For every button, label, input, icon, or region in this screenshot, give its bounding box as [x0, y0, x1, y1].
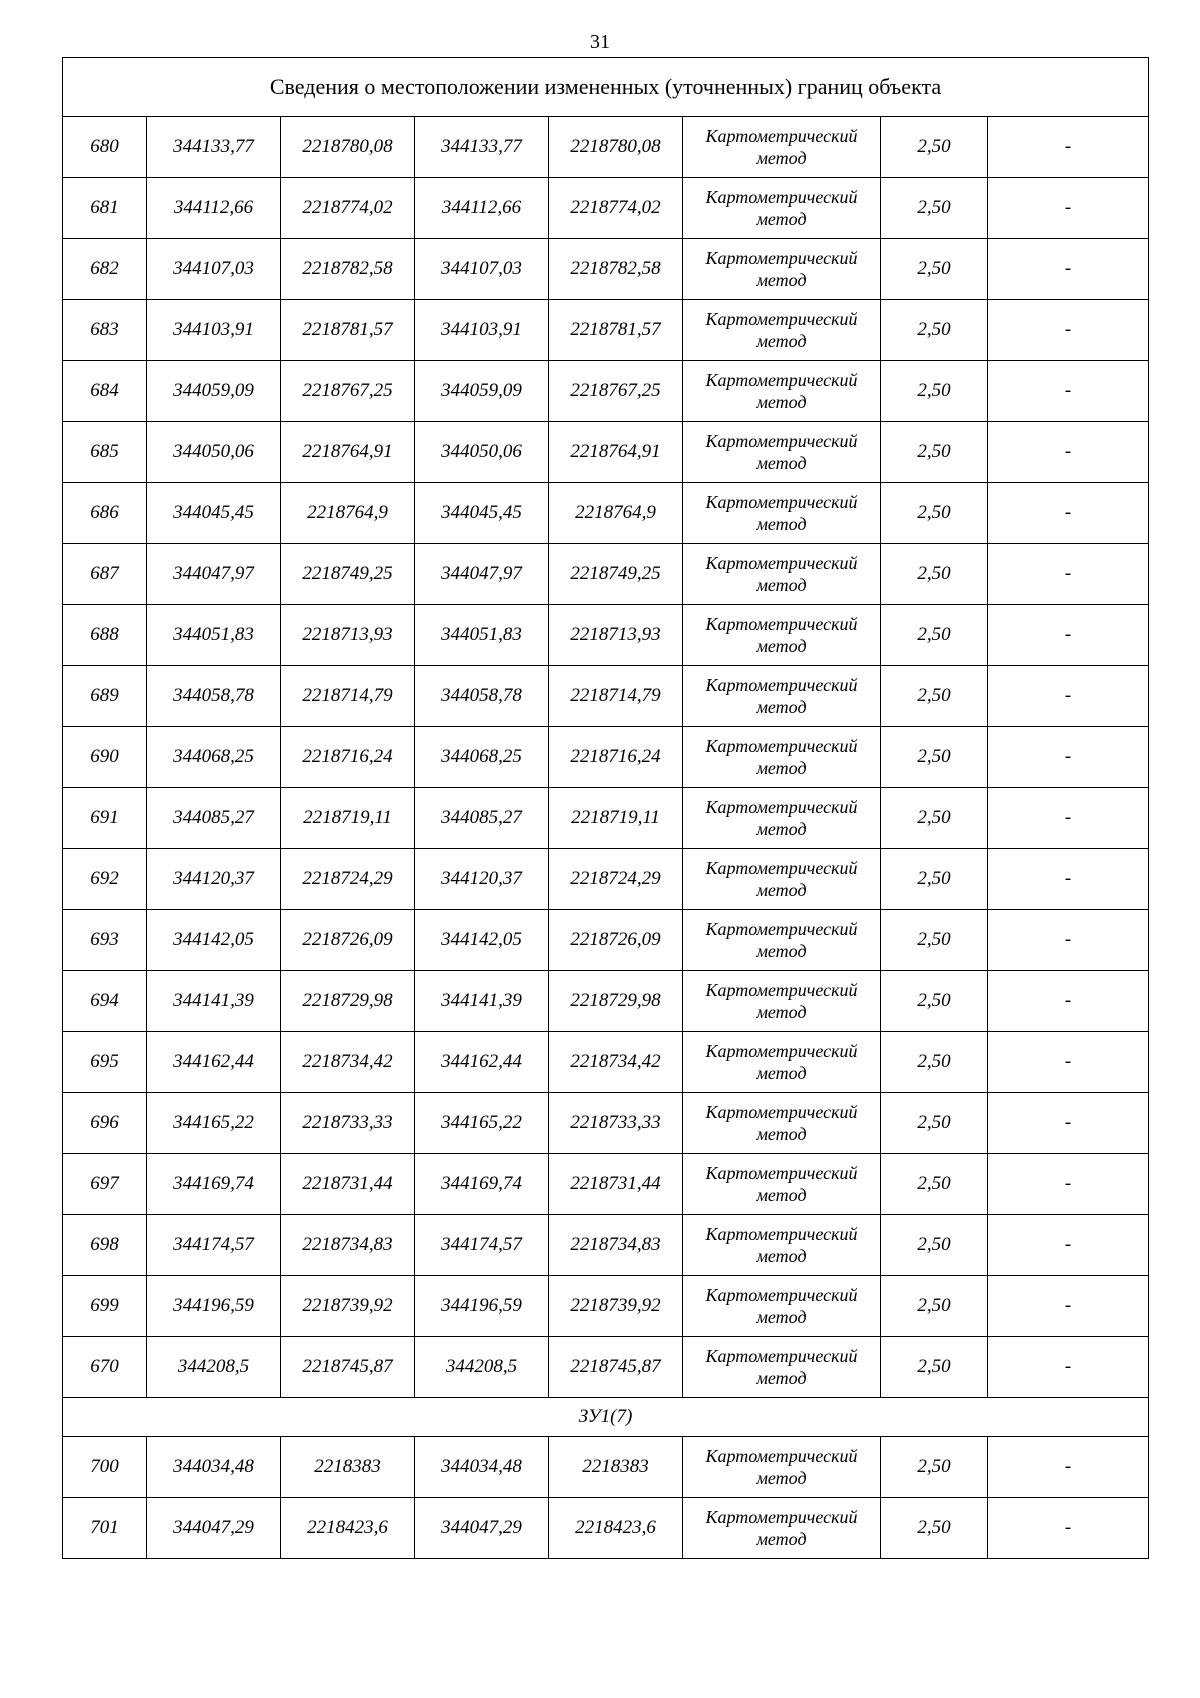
- point-number-cell: 698: [63, 1215, 147, 1276]
- point-number-cell: 685: [63, 422, 147, 483]
- refined-x-cell: 344174,57: [415, 1215, 549, 1276]
- method-label-line1: Картометрический: [705, 1285, 858, 1305]
- refined-y-cell: 2218734,42: [549, 1032, 683, 1093]
- existing-x-cell: 344142,05: [147, 910, 281, 971]
- method-label-line1: Картометрический: [705, 553, 858, 573]
- table-row: [63, 1498, 1149, 1559]
- refined-x-cell: 344051,83: [415, 605, 549, 666]
- accuracy-cell: 2,50: [881, 1093, 988, 1154]
- accuracy-cell: 2,50: [881, 178, 988, 239]
- method-label-line1: Картометрический: [705, 1224, 858, 1244]
- existing-y-cell: 2218764,91: [281, 422, 415, 483]
- method-cell: [683, 666, 881, 727]
- existing-x-cell: 344196,59: [147, 1276, 281, 1337]
- method-label-line1: Картометрический: [705, 858, 858, 878]
- refined-y-cell: 2218729,98: [549, 971, 683, 1032]
- table-row: [63, 239, 1149, 300]
- existing-x-cell: 344059,09: [147, 361, 281, 422]
- table-row: [63, 544, 1149, 605]
- note-cell: -: [988, 910, 1149, 971]
- note-cell: -: [988, 483, 1149, 544]
- method-cell: [683, 1093, 881, 1154]
- point-number-cell: 701: [63, 1498, 147, 1559]
- point-number-cell: 697: [63, 1154, 147, 1215]
- existing-x-cell: 344068,25: [147, 727, 281, 788]
- note-cell: -: [988, 422, 1149, 483]
- method-cell: [683, 1032, 881, 1093]
- method-label-line1: Картометрический: [705, 736, 858, 756]
- existing-y-cell: 2218782,58: [281, 239, 415, 300]
- existing-x-cell: 344162,44: [147, 1032, 281, 1093]
- refined-y-cell: 2218774,02: [549, 178, 683, 239]
- method-cell: [683, 605, 881, 666]
- method-label-line2: метод: [756, 1307, 807, 1327]
- method-cell: [683, 727, 881, 788]
- existing-x-cell: 344120,37: [147, 849, 281, 910]
- table-row: [63, 666, 1149, 727]
- refined-x-cell: 344085,27: [415, 788, 549, 849]
- table-row: [63, 1215, 1149, 1276]
- existing-y-cell: 2218716,24: [281, 727, 415, 788]
- refined-x-cell: 344047,29: [415, 1498, 549, 1559]
- method-label-line1: Картометрический: [705, 797, 858, 817]
- method-label-line2: метод: [756, 209, 807, 229]
- refined-x-cell: 344133,77: [415, 117, 549, 178]
- refined-x-cell: 344107,03: [415, 239, 549, 300]
- method-label-line1: Картометрический: [705, 1446, 858, 1466]
- section-header-row: [63, 1398, 1149, 1437]
- refined-x-cell: 344120,37: [415, 849, 549, 910]
- accuracy-cell: 2,50: [881, 1498, 988, 1559]
- refined-y-cell: 2218749,25: [549, 544, 683, 605]
- accuracy-cell: 2,50: [881, 1337, 988, 1398]
- method-label-line2: метод: [756, 941, 807, 961]
- existing-y-cell: 2218731,44: [281, 1154, 415, 1215]
- accuracy-cell: 2,50: [881, 1032, 988, 1093]
- method-cell: [683, 544, 881, 605]
- refined-x-cell: 344050,06: [415, 422, 549, 483]
- existing-y-cell: 2218734,83: [281, 1215, 415, 1276]
- method-cell: [683, 1437, 881, 1498]
- refined-y-cell: 2218782,58: [549, 239, 683, 300]
- refined-y-cell: 2218731,44: [549, 1154, 683, 1215]
- method-label-line2: метод: [756, 453, 807, 473]
- table-row: [63, 849, 1149, 910]
- existing-y-cell: 2218745,87: [281, 1337, 415, 1398]
- refined-x-cell: 344141,39: [415, 971, 549, 1032]
- table-row: [63, 1154, 1149, 1215]
- accuracy-cell: 2,50: [881, 788, 988, 849]
- note-cell: -: [988, 605, 1149, 666]
- accuracy-cell: 2,50: [881, 117, 988, 178]
- method-label-line1: Картометрический: [705, 370, 858, 390]
- table-title-row: [63, 58, 1149, 117]
- method-label-line1: Картометрический: [705, 1346, 858, 1366]
- refined-x-cell: 344059,09: [415, 361, 549, 422]
- existing-x-cell: 344141,39: [147, 971, 281, 1032]
- existing-x-cell: 344107,03: [147, 239, 281, 300]
- method-label-line2: метод: [756, 1185, 807, 1205]
- point-number-cell: 670: [63, 1337, 147, 1398]
- refined-y-cell: 2218733,33: [549, 1093, 683, 1154]
- existing-y-cell: 2218713,93: [281, 605, 415, 666]
- method-cell: [683, 849, 881, 910]
- table-title: Сведения о местоположении измененных (уточненных) границ объекта: [63, 58, 1149, 117]
- point-number-cell: 691: [63, 788, 147, 849]
- point-number-cell: 692: [63, 849, 147, 910]
- method-cell: [683, 361, 881, 422]
- accuracy-cell: 2,50: [881, 605, 988, 666]
- method-label-line2: метод: [756, 636, 807, 656]
- existing-y-cell: 2218733,33: [281, 1093, 415, 1154]
- method-label-line2: метод: [756, 270, 807, 290]
- note-cell: -: [988, 1154, 1149, 1215]
- accuracy-cell: 2,50: [881, 1215, 988, 1276]
- accuracy-cell: 2,50: [881, 727, 988, 788]
- existing-y-cell: 2218767,25: [281, 361, 415, 422]
- existing-y-cell: 2218724,29: [281, 849, 415, 910]
- existing-y-cell: 2218726,09: [281, 910, 415, 971]
- point-number-cell: 693: [63, 910, 147, 971]
- refined-y-cell: 2218767,25: [549, 361, 683, 422]
- table-row: [63, 727, 1149, 788]
- note-cell: -: [988, 361, 1149, 422]
- table-row: [63, 117, 1149, 178]
- method-cell: [683, 1154, 881, 1215]
- point-number-cell: 688: [63, 605, 147, 666]
- table-row: [63, 605, 1149, 666]
- method-label-line2: метод: [756, 1246, 807, 1266]
- method-label-line1: Картометрический: [705, 126, 858, 146]
- refined-x-cell: 344034,48: [415, 1437, 549, 1498]
- note-cell: -: [988, 1437, 1149, 1498]
- accuracy-cell: 2,50: [881, 1154, 988, 1215]
- table-row: [63, 788, 1149, 849]
- refined-y-cell: 2218716,24: [549, 727, 683, 788]
- method-label-line1: Картометрический: [705, 1163, 858, 1183]
- point-number-cell: 699: [63, 1276, 147, 1337]
- refined-y-cell: 2218423,6: [549, 1498, 683, 1559]
- point-number-cell: 686: [63, 483, 147, 544]
- method-label-line1: Картометрический: [705, 1507, 858, 1527]
- method-label-line1: Картометрический: [705, 1041, 858, 1061]
- accuracy-cell: 2,50: [881, 361, 988, 422]
- existing-y-cell: 2218780,08: [281, 117, 415, 178]
- existing-y-cell: 2218781,57: [281, 300, 415, 361]
- note-cell: -: [988, 1093, 1149, 1154]
- refined-y-cell: 2218383: [549, 1437, 683, 1498]
- note-cell: -: [988, 300, 1149, 361]
- method-cell: [683, 910, 881, 971]
- page-number: 31: [590, 31, 610, 53]
- existing-x-cell: 344103,91: [147, 300, 281, 361]
- accuracy-cell: 2,50: [881, 300, 988, 361]
- note-cell: -: [988, 178, 1149, 239]
- method-label-line2: метод: [756, 1124, 807, 1144]
- accuracy-cell: 2,50: [881, 422, 988, 483]
- accuracy-cell: 2,50: [881, 483, 988, 544]
- refined-x-cell: 344196,59: [415, 1276, 549, 1337]
- method-cell: [683, 483, 881, 544]
- existing-x-cell: 344034,48: [147, 1437, 281, 1498]
- method-label-line2: метод: [756, 758, 807, 778]
- existing-y-cell: 2218719,11: [281, 788, 415, 849]
- method-cell: [683, 178, 881, 239]
- note-cell: -: [988, 1337, 1149, 1398]
- method-label-line1: Картометрический: [705, 1102, 858, 1122]
- refined-x-cell: 344208,5: [415, 1337, 549, 1398]
- existing-y-cell: 2218734,42: [281, 1032, 415, 1093]
- accuracy-cell: 2,50: [881, 849, 988, 910]
- table-row: [63, 300, 1149, 361]
- method-label-line2: метод: [756, 575, 807, 595]
- refined-x-cell: 344058,78: [415, 666, 549, 727]
- point-number-cell: 694: [63, 971, 147, 1032]
- table-row: [63, 483, 1149, 544]
- refined-y-cell: 2218719,11: [549, 788, 683, 849]
- method-label-line1: Картометрический: [705, 492, 858, 512]
- note-cell: -: [988, 666, 1149, 727]
- method-label-line2: метод: [756, 880, 807, 900]
- refined-y-cell: 2218726,09: [549, 910, 683, 971]
- refined-y-cell: 2218781,57: [549, 300, 683, 361]
- method-label-line1: Картометрический: [705, 675, 858, 695]
- table-row: [63, 1276, 1149, 1337]
- existing-x-cell: 344045,45: [147, 483, 281, 544]
- table-row: [63, 1032, 1149, 1093]
- note-cell: -: [988, 1215, 1149, 1276]
- refined-x-cell: 344165,22: [415, 1093, 549, 1154]
- method-cell: [683, 422, 881, 483]
- note-cell: -: [988, 849, 1149, 910]
- existing-x-cell: 344085,27: [147, 788, 281, 849]
- method-label-line2: метод: [756, 1002, 807, 1022]
- table-row: [63, 971, 1149, 1032]
- method-label-line2: метод: [756, 331, 807, 351]
- method-cell: [683, 1498, 881, 1559]
- refined-x-cell: 344112,66: [415, 178, 549, 239]
- point-number-cell: 695: [63, 1032, 147, 1093]
- existing-x-cell: 344112,66: [147, 178, 281, 239]
- existing-y-cell: 2218774,02: [281, 178, 415, 239]
- point-number-cell: 700: [63, 1437, 147, 1498]
- point-number-cell: 683: [63, 300, 147, 361]
- note-cell: -: [988, 1498, 1149, 1559]
- existing-x-cell: 344174,57: [147, 1215, 281, 1276]
- existing-y-cell: 2218749,25: [281, 544, 415, 605]
- method-cell: [683, 1337, 881, 1398]
- refined-y-cell: 2218714,79: [549, 666, 683, 727]
- existing-x-cell: 344047,97: [147, 544, 281, 605]
- existing-y-cell: 2218729,98: [281, 971, 415, 1032]
- refined-y-cell: 2218745,87: [549, 1337, 683, 1398]
- method-label-line2: метод: [756, 1063, 807, 1083]
- existing-x-cell: 344058,78: [147, 666, 281, 727]
- accuracy-cell: 2,50: [881, 544, 988, 605]
- table-row: [63, 178, 1149, 239]
- accuracy-cell: 2,50: [881, 910, 988, 971]
- refined-x-cell: 344103,91: [415, 300, 549, 361]
- existing-x-cell: 344165,22: [147, 1093, 281, 1154]
- method-cell: [683, 971, 881, 1032]
- point-number-cell: 690: [63, 727, 147, 788]
- note-cell: -: [988, 971, 1149, 1032]
- accuracy-cell: 2,50: [881, 1276, 988, 1337]
- method-label-line1: Картометрический: [705, 614, 858, 634]
- existing-x-cell: 344133,77: [147, 117, 281, 178]
- existing-y-cell: 2218764,9: [281, 483, 415, 544]
- accuracy-cell: 2,50: [881, 1437, 988, 1498]
- refined-y-cell: 2218780,08: [549, 117, 683, 178]
- method-cell: [683, 117, 881, 178]
- refined-x-cell: 344142,05: [415, 910, 549, 971]
- refined-y-cell: 2218764,91: [549, 422, 683, 483]
- table-row: [63, 422, 1149, 483]
- point-number-cell: 689: [63, 666, 147, 727]
- section-label: ЗУ1(7): [63, 1398, 1149, 1437]
- point-number-cell: 680: [63, 117, 147, 178]
- accuracy-cell: 2,50: [881, 239, 988, 300]
- refined-y-cell: 2218724,29: [549, 849, 683, 910]
- existing-x-cell: 344051,83: [147, 605, 281, 666]
- note-cell: -: [988, 239, 1149, 300]
- note-cell: -: [988, 117, 1149, 178]
- method-label-line1: Картометрический: [705, 187, 858, 207]
- method-cell: [683, 1276, 881, 1337]
- table-row: [63, 1437, 1149, 1498]
- refined-y-cell: 2218713,93: [549, 605, 683, 666]
- note-cell: -: [988, 1032, 1149, 1093]
- existing-x-cell: 344208,5: [147, 1337, 281, 1398]
- method-cell: [683, 1215, 881, 1276]
- method-label-line1: Картометрический: [705, 248, 858, 268]
- method-label-line2: метод: [756, 1368, 807, 1388]
- method-label-line2: метод: [756, 697, 807, 717]
- method-cell: [683, 788, 881, 849]
- refined-y-cell: 2218734,83: [549, 1215, 683, 1276]
- accuracy-cell: 2,50: [881, 666, 988, 727]
- method-label-line2: метод: [756, 819, 807, 839]
- method-label-line2: метод: [756, 392, 807, 412]
- method-label-line2: метод: [756, 148, 807, 168]
- table-row: [63, 1093, 1149, 1154]
- method-label-line1: Картометрический: [705, 309, 858, 329]
- method-label-line1: Картометрический: [705, 431, 858, 451]
- method-cell: [683, 239, 881, 300]
- table-row: [63, 1337, 1149, 1398]
- method-cell: [683, 300, 881, 361]
- existing-y-cell: 2218714,79: [281, 666, 415, 727]
- point-number-cell: 681: [63, 178, 147, 239]
- refined-x-cell: 344045,45: [415, 483, 549, 544]
- accuracy-cell: 2,50: [881, 971, 988, 1032]
- coordinates-table: [62, 57, 1149, 1559]
- existing-x-cell: 344169,74: [147, 1154, 281, 1215]
- existing-y-cell: 2218739,92: [281, 1276, 415, 1337]
- point-number-cell: 684: [63, 361, 147, 422]
- method-label-line1: Картометрический: [705, 919, 858, 939]
- method-label-line2: метод: [756, 514, 807, 534]
- table-row: [63, 361, 1149, 422]
- method-label-line1: Картометрический: [705, 980, 858, 1000]
- refined-y-cell: 2218739,92: [549, 1276, 683, 1337]
- note-cell: -: [988, 1276, 1149, 1337]
- note-cell: -: [988, 544, 1149, 605]
- note-cell: -: [988, 788, 1149, 849]
- refined-x-cell: 344068,25: [415, 727, 549, 788]
- existing-x-cell: 344047,29: [147, 1498, 281, 1559]
- note-cell: -: [988, 727, 1149, 788]
- point-number-cell: 696: [63, 1093, 147, 1154]
- refined-x-cell: 344162,44: [415, 1032, 549, 1093]
- refined-y-cell: 2218764,9: [549, 483, 683, 544]
- existing-y-cell: 2218383: [281, 1437, 415, 1498]
- existing-x-cell: 344050,06: [147, 422, 281, 483]
- method-label-line2: метод: [756, 1529, 807, 1549]
- refined-x-cell: 344169,74: [415, 1154, 549, 1215]
- table-row: [63, 910, 1149, 971]
- method-label-line2: метод: [756, 1468, 807, 1488]
- existing-y-cell: 2218423,6: [281, 1498, 415, 1559]
- refined-x-cell: 344047,97: [415, 544, 549, 605]
- point-number-cell: 682: [63, 239, 147, 300]
- point-number-cell: 687: [63, 544, 147, 605]
